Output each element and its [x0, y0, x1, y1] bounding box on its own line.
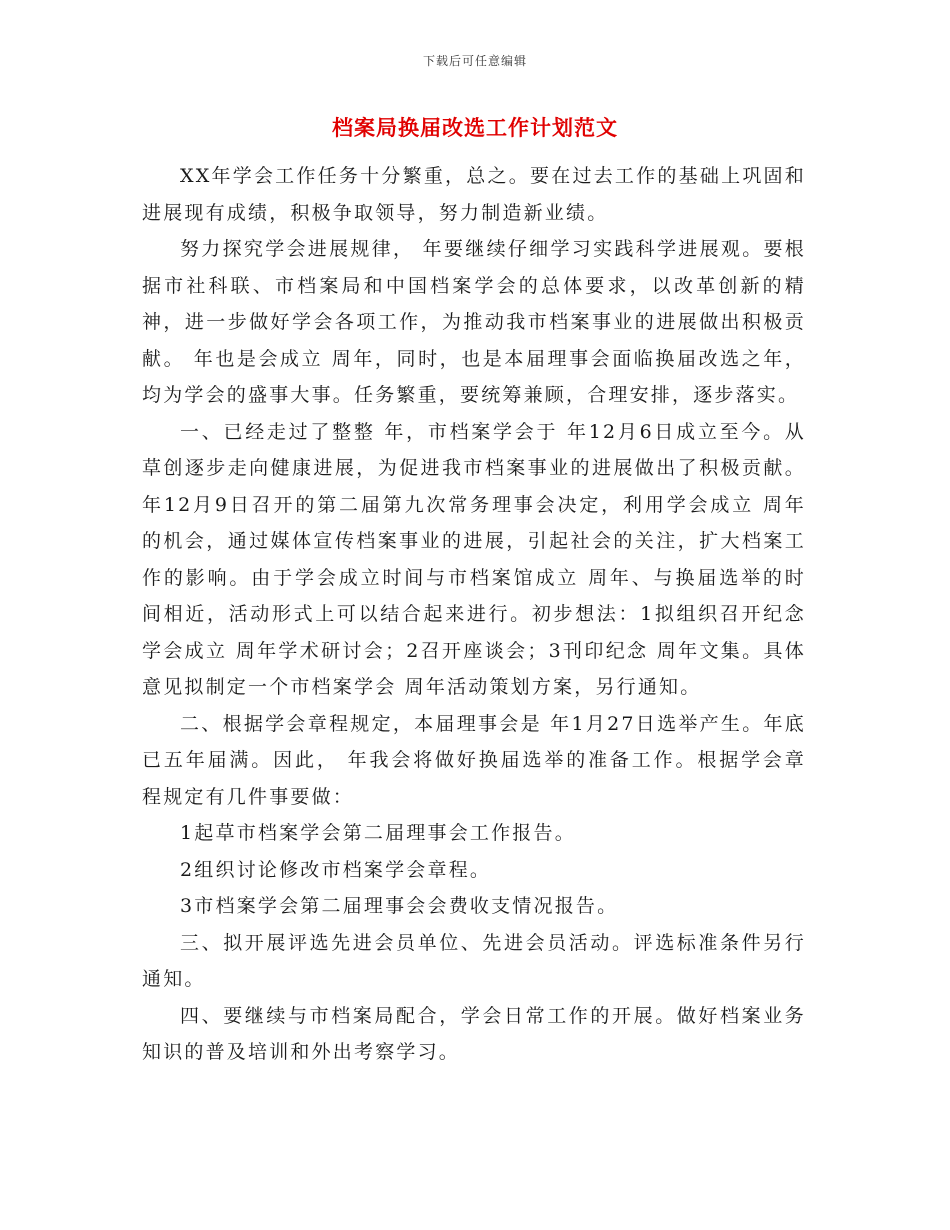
paragraph-section-three: 三、拟开展评选先进会员单位、先进会员活动。评选标准条件另行通知。 [142, 931, 806, 990]
paragraph-section-two: 二、根据学会章程规定，本届理事会是 年1月27日选举产生。年底已五年届满。因此， 年我会将做好换届选举的准备工作。根据学会章程规定有几件事要做： [142, 712, 806, 808]
page-header-note: 下载后可任意编辑 [422, 54, 527, 68]
paragraph-development: 努力探究学会进展规律， 年要继续仔细学习实践科学进展观。要根据市社科联、市档案局和中国档案学会的总体要求，以改革创新的精神，进一步做好学会各项工作，为推动我市档案事业的进展做出积极贡献。 年也是会成立 周年，同时，也是本届理事会面临换届改选之年，均为学会的盛事大事。任务繁重，要统筹兼顾，合理安排，逐步落实。 [142, 238, 806, 406]
paragraph-section-four: 四、要继续与市档案局配合，学会日常工作的开展。做好档案业务知识的普及培训和外出考察学习。 [142, 1004, 806, 1063]
document-title: 档案局换届改选工作计划范文 [332, 115, 618, 140]
paragraph-intro: XX年学会工作任务十分繁重，总之。要在过去工作的基础上巩固和进展现有成绩，积极争取领导，努力制造新业绩。 [142, 165, 806, 224]
list-item-report: 1起草市档案学会第二届理事会工作报告。 [180, 822, 576, 844]
document-body [142, 158, 806, 1071]
paragraph-section-one: 一、已经走过了整整 年，市档案学会于 年12月6日成立至今。从草创逐步走向健康进展，为促进我市档案事业的进展做出了积极贡献。年12月9日召开的第二届第九次常务理事会决定，利用学会成立 周年的机会，通过媒体宣传档案事业的进展，引起社会的关注，扩大档案工作的影响。由于学会成立时间与市档案馆成立 周年、与换届选举的时间相近，活动形式上可以结合起来进行。初步想法：1拟组织召开纪念学会成立 周年学术研讨会；2召开座谈会；3刊印纪念 周年文集。具体意见拟制定一个市档案学会 周年活动策划方案，另行通知。 [142, 420, 806, 698]
list-item-finance: 3市档案学会第二届理事会会费收支情况报告。 [180, 895, 619, 917]
list-item-charter: 2组织讨论修改市档案学会章程。 [180, 858, 492, 881]
